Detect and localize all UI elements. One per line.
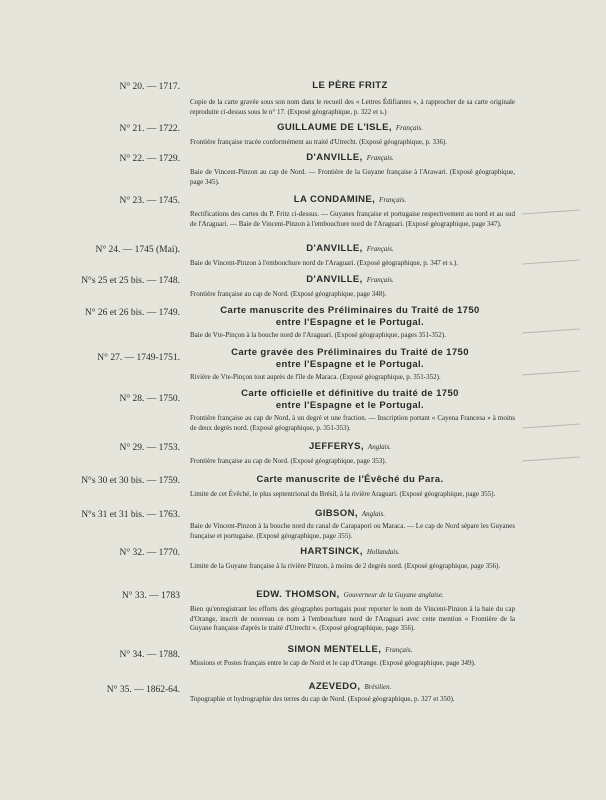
entry-subtitle: Brésilien. <box>364 683 392 691</box>
entry-description: Baie de Vte-Pinçon à la bouche nord de l'Araguari. (Exposé géographique, pages 351-352). <box>190 331 446 339</box>
entry-number: N° 28. — 1750. <box>119 394 180 404</box>
entry-title: GIBSON, Anglais. <box>314 508 386 519</box>
entry-title-line2: entre l'Espagne et le Portugal. <box>275 317 425 328</box>
entry-description: Bien qu'enregistrant les efforts des géographes portugais pour reporter le nom de Vincent-Pinzon à la baie du cap d'Orange, inscrit de nouveau ce nom à l'embouchure nord de l'Araguari avec cette mention « Frontière de la Guyane française d'après le traité d'Utrecht ». (Exposé géographique, page 356). <box>190 605 515 632</box>
entry-title: D'ANVILLE, Français. <box>306 274 394 285</box>
entry-title: LA CONDAMINE, Français. <box>293 194 407 205</box>
entry-description: Rectifications des cartes du P. Fritz ci-dessus. — Guyanes française et portugaise respectivement au nord et au sud de l'Araguari. — Baie de Vincent-Pinzon à l'embouchure nord de l'Araguari. (Exposé géographique, page 347). <box>190 210 515 228</box>
entry-description: Rivière de Vte-Pinçon tout auprès de l'île de Maraca. (Exposé géographique, p. 351-352). <box>190 373 441 381</box>
pencil-mark <box>520 422 585 430</box>
entry-number: N° 33. — 1783 <box>121 591 180 601</box>
entry-subtitle: Français. <box>366 276 394 284</box>
entry-title: AZEVEDO, Brésilien. <box>308 681 392 692</box>
entry-title: D'ANVILLE, Français. <box>306 152 394 163</box>
entry-subtitle: Français. <box>366 154 394 162</box>
entry-description: Baie de Vincent-Pinzon à l'embouchure nord de l'Araguari. (Exposé géographique, p. 347 et s.). <box>190 259 458 267</box>
entry-description: Frontière française tracée conformément au traité d'Utrecht. (Exposé géographique, p. 336). <box>190 138 448 146</box>
entry-title: HARTSINCK, Hollandais. <box>300 546 400 557</box>
pencil-mark <box>520 369 585 377</box>
entry-number: N° 21. — 1722. <box>119 124 180 134</box>
entry-title: Carte manuscrite des Préliminaires du Traité de 1750 entre l'Espagne et le Portugal. <box>190 305 510 329</box>
pencil-mark <box>520 455 585 463</box>
entry-title: LE PÈRE FRITZ <box>312 80 388 91</box>
entry-number: N°s 31 et 31 bis. — 1763. <box>81 510 180 520</box>
entry-title: Carte officielle et définitive du traité de 1750 entre l'Espagne et le Portugal. <box>190 388 510 412</box>
entry-title: D'ANVILLE, Français. <box>306 243 394 254</box>
entry-subtitle: Anglais. <box>361 510 386 518</box>
entry-subtitle: Français. <box>379 196 407 204</box>
entry-description: Copie de la carte gravée sous son nom dans le recueil des « Lettres Édifiantes », à rapprocher de sa carte originale reproduite ci-dessus sous le n° 17. (Exposé géographique, p. 322 et s.) <box>190 98 515 116</box>
entry-title-line2: entre l'Espagne et le Portugal. <box>275 400 425 411</box>
entry-number: N° 34. — 1788. <box>119 650 180 660</box>
entry-description: Frontière française au cap de Nord. (Exposé géographique, page 353). <box>190 457 387 465</box>
entry-subtitle: Hollandais. <box>366 548 400 556</box>
entry-number: N° 26 et 26 bis. — 1749. <box>84 308 180 318</box>
entry-subtitle: Français. <box>385 646 413 654</box>
entry-description: Frontière française au cap de Nord, à un degré et une fraction. — Inscription portant « Cayena Francesa » à moins de deux degrés nord. (Exposé géographique, p. 351-353). <box>190 414 515 432</box>
entry-number: N° 23. — 1745. <box>119 196 180 206</box>
entry-description: Frontière française au cap de Nord. (Exposé géographique, page 348). <box>190 290 387 298</box>
entry-title: Carte gravée des Préliminaires du Traité de 1750 entre l'Espagne et le Portugal. <box>190 347 510 371</box>
entry-subtitle: Gouverneur de la Guyane anglaise. <box>343 591 444 599</box>
entry-number: N° 20. — 1717. <box>119 82 180 92</box>
entry-title: JEFFERYS, Anglais. <box>308 441 392 452</box>
entry-number: N° 24. — 1745 (Mai). <box>95 245 180 255</box>
entry-description: Baie de Vincent-Pinzon à la bouche nord du canal de Carapapori ou Maraca. — Le cap de Nord sépare les Guyanes française et portugaise. (Exposé géographique, page 355). <box>190 522 515 540</box>
entry-description: Limite de la Guyane française à la rivière Pinzon, à moins de 2 degrés nord. (Exposé géographique, page 356). <box>190 562 501 570</box>
entry-subtitle: Français. <box>366 245 394 253</box>
entry-description: Baie de Vincent-Pinzon au cap de Nord. — Frontière de la Guyane française à l'Arawari. (Exposé géographique, page 345). <box>190 168 515 186</box>
pencil-mark <box>520 327 585 335</box>
entry-number: N° 29. — 1753. <box>119 443 180 453</box>
entry-title: SIMON MENTELLE, Français. <box>287 644 413 655</box>
entry-number: N° 35. — 1862-64. <box>106 685 180 695</box>
entry-title: EDW. THOMSON, Gouverneur de la Guyane anglaise. <box>256 589 444 600</box>
entry-description: Limite de cet Évêché, le plus septentrional du Brésil, à la rivière Araguari. (Exposé géographique, page 355). <box>190 490 496 498</box>
entry-title: GUILLAUME DE L'ISLE, Français. <box>277 122 423 133</box>
entry-number: N° 27. — 1749-1751. <box>97 353 180 363</box>
entry-description: Missions et Postes français entre le cap de Nord et le cap d'Orange. (Exposé géographique, page 349). <box>190 659 476 667</box>
entry-subtitle: Anglais. <box>367 443 392 451</box>
entry-subtitle: Français. <box>395 124 423 132</box>
entry-description: Topographie et hydrographie des terres du cap de Nord. (Exposé géographique, p. 327 et 350). <box>190 695 455 703</box>
entry-number: N°s 25 et 25 bis. — 1748. <box>81 276 180 286</box>
entry-number: N° 32. — 1770. <box>119 548 180 558</box>
pencil-mark <box>520 258 585 266</box>
entry-number: N°s 30 et 30 bis. — 1759. <box>81 476 180 486</box>
pencil-mark <box>520 208 585 216</box>
entry-number: N° 22. — 1729. <box>119 154 180 164</box>
entry-title-line2: entre l'Espagne et le Portugal. <box>275 359 425 370</box>
entry-title: Carte manuscrite de l'Évêché du Para. <box>256 474 444 485</box>
